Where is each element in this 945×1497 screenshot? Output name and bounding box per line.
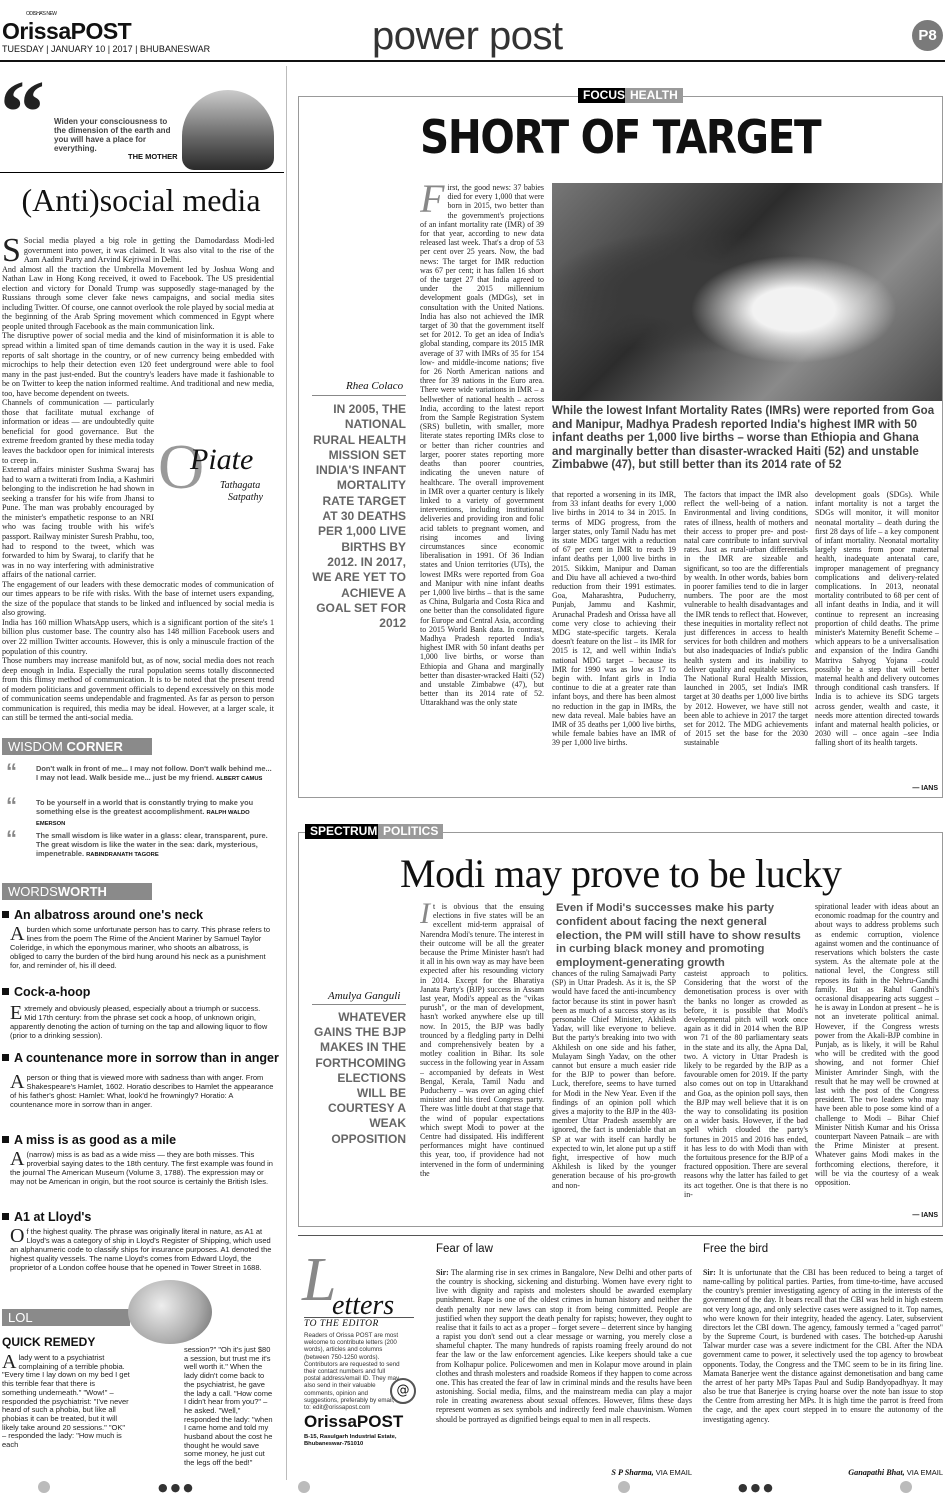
dropcap: E [10,1002,23,1024]
wisdom-title-a: WISDOM [8,739,67,754]
pull-quote: WHATEVER GAINS THE BJP MAKES IN THE FORTHCOMING ELECTIONS WILL BE COURTESY A WEAK OPPOSITION [313,1010,406,1146]
dropcap: A [10,923,25,945]
phrase-text: (narrow) miss is as bad as a wide miss — they are both misses. This proverbial saying dates to the 18th century. The first example was found in the journal The American Museum (Volume 3, 1788). The expression may or may not be American in origin, but the root source is certainly the British Isles. [10,1150,273,1186]
salutation: Sir: [703,1268,716,1277]
phrase-heading: A miss is as good as a mile [2,1133,282,1147]
editorial-p8: Those numbers may increase manifold but, as of now, social media does not reach deep enough in India. Especially the rural population seems totally disconnected from this flimsy method of communication. It is to be noted that the present trend of modern politicians and government officials to depend excessively on this mode of communication seems undependable and fragmented. As far as person to person communication is required, this media may be ideal. However, at a larger scale, it can still be termed the anti-social media. [2,656,274,723]
wordsworth-header [2,883,152,900]
signature-name: Ganapathi Bhat, [848,1468,905,1477]
phrase-body [10,1148,274,1187]
mother-child-photo [552,183,942,401]
letters-logo-l: L [302,1246,337,1314]
masthead-rule [0,60,945,62]
focus-column-2: that reported a worsening in its IMR, from 33 infant deaths for every 1,000 live births in 2014 to 34 in 2015. In terms of MDG progress, from the larger states, only Tamil Nadu has met its state MDG target with a reduction of 67 per cent in IMR to reach 19 infant deaths per 1,000 live births in 2015. Sikkim, Manipur and Daman and Diu have all achieved a two-third reduction from their 1991 estimates. Goa, Maharashtra, Puducherry, Punjab, Jammu and Kashmir, Arunachal Pradesh and Orissa have all come very close to achieving their MDG state-specific targets. Kerala doesn't feature on the list – its IMR for 2015 is 12, and well within India's national MDG target – because its IMR for 1990 was as low as 17 to begin with. Infant girls in India continue to die at a greater rate than infant boys, and there has been almost no reduction in the gap in IMRs, the new data reveal. Male babies have an IMR of 35 deaths per 1,000 live births, while female babies have an IMR of 39 per 1,000 live births. [552,490,676,748]
joke-title: QUICK REMEDY [2,1335,96,1349]
editorial-p3: The disruptive power of social media and the kind of misinformation it is able to spread within a limited span of time demands caution in the way it is used. Fake reports of salt shortage in the country, or of new currency being embedded with microchips to help their detection even 120 feet underground were able to fool many in the past just-ended. But the country's leaders have made it fashionable to be on Twitter to keep the nation informed realtime. And traditional and new media, too, have become dependent on tweets. [2,331,274,398]
letter-signature [703,1468,943,1477]
phrase-body [10,1225,274,1273]
column-author-last: Satpathy [228,492,263,503]
byline: Rhea Colaco [346,380,404,392]
phrase-text: xtremely and obviously pleased, especially about a triumph or success. Mid 17th century: from the phrase set cock a hoop, of unknown origin, apparently denoting the action of turning on the tap and allowing liquor to flow (prior to a drinking session). [10,1004,268,1040]
phrase-text: burden which some unfortunate person has to carry. This phrase refers to lines from the poem The Rime of the Ancient Mariner by Samuel Taylor Coleridge, in which the eponymous mariner, who shoots an albatross, is obliged to carry the burden of the bird hung around his neck as a punishment for, and reminder of, his ill deed. [10,925,271,970]
quote-icon: “ [6,826,17,851]
phrase-heading: Cock-a-hoop [2,985,282,999]
contribution-note: Readers of Orissa POST are most welcome to contribute letters (200 words), articles and columns (between 750-1250 words). Contributors are requested to send their contact numbers and full postal address/email ID. They may also send in their valuable comments, opinion and suggestions, preferably by email, to: edit@orissapost.com [304,1332,400,1412]
registration-mark [900,1481,912,1493]
column-logo [158,431,268,503]
logo-text: OrissaPOST [2,18,132,44]
page-number-badge: P8 [912,20,943,51]
spectrum-column-3: casteist approach to politics. Considering that the worst of the demonetisation process is over with the banks no longer as crowded as before, it is possible that Modi's developmental pitch will work once again as it did in 2014 when the BJP won 71 of the 80 parliamentary seats in the state and its ally, the Apna Dal, two. A victory in Uttar Pradesh is likely to be regarded by the BJP as a favourable omen for 2019. If the party also comes out on top in Uttarakhand and Goa, as the opinion poll says, then the BJP may well believe that it is on the way to consolidating its position on a wider basis. However, if the bad spell which clouded the party's fortunes in 2015 and 2016 has ended, it has less to do with Modi than with the fortuitous presence for the BJP of a fractured opposition. There are several reasons why the latter has failed to get its act together. One is that there is no in- [684,969,808,1199]
spectrum-column-4: spirational leader with ideas about an economic roadmap for the country and about ways to address problems such as endemic corruption, violence against women and the continuance of reservations which bolsters the caste system. As the alternate pole at the national level, the Congress still reposes its faith in the Nehru-Gandhi family. But as Rahul Gandhi's occasional disappearing acts suggest – he is away in London at present – he is not an inveterate political animal. However, if the Congress wrests power from the Akali-BJP combine in Punjab, as is likely, it will be Rahul who will be credited with the good showing, and not former Chief Minister Amrinder Singh, with the result that he may well be crowned at last with the post of the Congress president. The two leaders who may have been able to pose some kind of a challenge to Modi – Bihar Chief Minister Nitish Kumar and his Orissa counterpart Naveen Patnaik – are with the Prime Minister at present. Whatever gains Modi makes in the forthcoming elections, therefore, it will be via the courtesy of a weak opposition. [815,902,939,1188]
salutation: Sir: [436,1268,449,1277]
joke-text-1: lady went to a psychiatrist complaining of a terrible phobia. "Every time I lay down on my bed I get this terrible fear that there is something underneath." "Wow!" – responded the psychiatrist: "I've never heard of such a phobia, but like all phobias it can be treated, but it will likely take around 20 sessions." "OK" – responded the lady: "How much is each [2,1353,130,1450]
quote-author: THE MOTHER [128,152,178,161]
wisdom-quote-author: ALBERT CAMUS [216,776,263,782]
phrase-heading: A countenance more in sorrow than in anger [2,1051,282,1065]
letter-body [703,1268,943,1424]
wisdom-quote-author: RABINDRANATH TAGORE [86,852,159,858]
wisdom-title-b: CORNER [66,739,123,754]
registration-mark [38,1481,50,1493]
column-logo-o: O [158,431,205,502]
editorial-p5: External affairs minister Sushma Swaraj has had to warn a twitterati from India, a Kashmiri belonging to the indiscretion he had shown in seeking a transfer for his wife from Jhansi to Pune. The man was probably encouraged by the minister's empathetic response to an NRI who was facing trouble with his wife's passport. Railway minister Suresh Prabhu, too, had to respond to the tweet, which was forwarded to him by Swaraj, to clarify that he was in no way interfering with administrative affairs of the national carrier. [2,465,154,580]
dropcap: A [2,1351,17,1373]
letter-text: The alarming rise in sex crimes in Bangalore, New Delhi and other parts of the country is shocking, sickening and disturbing. Women have every right to live with dignity and rapists and molesters should be awarded exemplary punishment. Rape is one of the oldest crimes in human history and neither the death penalty nor new laws can stop it from being committed. People are justified when they support the death penalty for rapists; however, they ought to realise that it fails to act as a proper – forget severe – deterrent since by hanging a rapist you don't send out a clear message or warning, you merely close a shameful chapter. The many hundreds of rapists roaming freely around do not fear the law or the law enforcement agencies. Like keepers should take a cue from Kolhapur police. Policewomen and men in Kolapur move around in plain clothes and thrash molesters and roadside Romeos if they happen to come across one. This has created the fear of law in criminal minds and the results have been astonishing. Social media, films, and the mainstream media can play a major role in creating awareness about sexual offences. However, films these days represent women as sex symbols and indirectly feed male chauvinism. Women should be portrayed as dignified beings equal to men in all respects. [436,1268,692,1424]
wisdom-quote-text: To be yourself in a world that is constantly trying to make you something else is the greatest accomplishment. [36,798,254,816]
editorial-p7: India has 160 million WhatsApp users, which is a significant portion of the site's 1 billion plus customer base. The country also has 148 million Facebook users and over 22 million Twitter accounts. However, this is only a minuscule fraction of the population of this country. [2,617,274,656]
words-title-a: WORDS [8,884,58,899]
spectrum-col1-text: t is obvious that the ensuing elections in five states will be an excellent mid-term appraisal of Narendra Modi's tenure. The interest in their outcome will be all the greater because the Prime Minister hasn't had it all in his own way as may have been expected after his resounding victory in 2014. Except for the Bharatiya Janata Party's (BJP) success in Assam last year, Modi's appeal as the "vikas purush", or the man of development, hasn't worked anywhere else up till now. In 2015, the BJP was badly trounced by a fledgling party in Delhi and comprehensively beaten by a motley coalition in Bihar. Its sole success in the following year in Assam – accompanied by defeats in West Bengal, Kerala, Tamil Nadu and Puducherry – was over an aging chief minister and his tired Congress party. There was little doubt at that stage that the wind of popular expectations which swept Modi to power at the Centre had dissipated. His indifferent performances might have continued this year, too, if providence had not intervened in the form of undermining the [420,902,544,1178]
editorial-title: (Anti)social media [21,182,261,218]
column-logo-word: Piate [190,443,254,476]
phrase-text: person or thing that is viewed more with sadness than with anger. From Shakespeare's Hamlet, 1602. Horatio describes to Hamlet the appearance of his father's ghost: Hamlet: What, look'd he frowningly? Horatio: A countenance more in sorrow than in anger. [10,1073,274,1109]
spectrum-column-2: chances of the ruling Samajwadi Party (SP) in Uttar Pradesh. As it is, the SP would have faced the anti-incumbency factor because its stint in power hasn't been as much of a success story as its personable Chief Minister, Akhilesh Yadav, will like everyone to believe. But the party's breaking into two with Akhilesh on one side and his father, Mulayam Singh Yadav, on the other cannot but ensure a much easier ride for the BJP to power than before. Luck, therefore, seems to have turned for Modi in the New Year. Even if the findings of an opinion poll which gives a majority to the BJP in the 403-member Uttar Pradesh assembly are ignored, the fact is undeniable that an SP at war with itself can hardly be expected to win, let alone put up a stiff fight, irrespective of how much Akhilesh is liked by the younger generation because of his pro-growth and non- [552,969,676,1190]
registration-dots: ●●● [738,1481,776,1494]
dropcap: I [420,902,430,930]
standfirst: Even if Modi's successes make his party confident about facing the next general election, the PM will still have to show results in curbing black money and promoting employment-generating growth [556,902,801,970]
wisdom-quote-text: Don't walk in front of me... I may not follow. Don't walk behind me... I may not lead. Walk beside me... just be my friend. [36,764,272,782]
registration-mark [618,1481,630,1493]
focus-column-1 [420,183,544,793]
wisdom-quote-text: The small wisdom is like water in a glass: clear, transparent, pure. The great wisdom is like the water in the sea: dark, mysterious, impenetrable. [36,831,268,858]
spectrum-column-1 [420,902,544,1224]
dateline: TUESDAY | JANUARY 10 | 2017 | BHUBANESWAR [2,44,211,54]
letters-logo-word: etters [332,1290,395,1321]
quote-text: Widen your consciousness to the dimension of the earth and you will have a place for everything. [54,117,171,153]
focus-title: SHORT OF TARGET [420,110,821,164]
signature-place: VIA EMAIL [904,1468,943,1477]
letter-heading: Free the bird [703,1243,769,1255]
joke-part-2: session?" "Oh it's just $80 a session, but trust me it's well worth it." When the lady didn't come back to the psychiatrist, he gave the lady a call. "How come I didn't hear from you?" – he asked. "Well," responded the lady: "when I came home and told my husband about the cost he thought he would save some money, he just cut the legs off the bed!" [184,1345,273,1468]
focus-column-4: development goals (SDGs). While infant mortality is not a target the SDGs will monitor, it will monitor neonatal mortality – death during the first 28 days of life – a key component of infant mortality. Neonatal mortality largely stems from poor maternal health, inadequate antenatal care, improper management of pregnancy complications and delivery-related complications. In 2013, neonatal mortality contributed to 68 per cent of all infant deaths in India, and it will continue to represent an increasing proportion of child deaths. The prime minister's Maternity Benefit Scheme –which appears to be a universalisation and expansion of the Indira Gandhi Matritva Sahyog Yojana –could possibly be a step that will better maternal health and delivery outcomes through conditional cash transfers. If India is to achieve its SDG targets across gender, wealth and caste, it needs more attention directed towards infant and maternal health policies, or 2030 will – once again –see India falling short of its health targets. [815,490,939,748]
spectrum-title: Modi may prove to be lucky [400,851,842,896]
signature-place: VIA EMAIL [653,1468,692,1477]
logo-tag: ODISHA'S NEW [26,11,57,17]
dropcap: O [10,1225,25,1247]
wisdom-quote [6,759,272,784]
byline: Amulya Ganguli [328,990,401,1002]
column-author-first: Tathagata [220,480,261,491]
letters-paper-logo: OrissaPOST [304,1412,404,1431]
phrase-heading: An albatross around one's neck [2,908,282,922]
focus-tag: FOCUS [578,88,630,103]
dropcap: F [420,183,445,221]
letter-signature [436,1468,692,1477]
letters-rule [298,1235,943,1236]
email-icon: @ [390,1378,416,1404]
editorial-p6: The engagement of our leaders with these democratic modes of communication of our times appears to be rife with risks. With the base of internet users expanding, the size of the populace that stands to be linked and influenced by social media is also growing. [2,579,274,618]
letter-body [436,1268,692,1424]
pull-quote: IN 2005, THE NATIONAL RURAL HEALTH MISSION SET INDIA'S INFANT MORTALITY RATE TARGET AT 30 DEATHS PER 1,000 LIVE BIRTHS BY 2012. IN 2017, WE ARE YET TO ACHIEVE A GOAL SET FOR 2012 [312,402,406,631]
letter-heading: Fear of law [436,1243,493,1255]
health-tag: HEALTH [625,88,683,103]
masthead-logo [2,11,132,45]
phrase-text: f the highest quality. The phrase was originally literal in nature, as A1 at Lloyd's was a category of ship in Lloyd's Register of Shipping, which used an alphanumeric code to classify ships for insurance purposes. A1 denoted the highest quality vessels. The name Lloyd's comes from Edward Lloyd, the proprietor of a London coffee house that he opened in Tower Street in 1688. [10,1227,272,1272]
wisdom-quote [6,826,272,860]
dropcap: A [10,1071,25,1093]
signature-name: S P Sharma, [611,1468,654,1477]
phrase-body [10,923,274,971]
laughing-smiley-icon [128,1280,212,1344]
wisdom-quote [6,793,272,829]
photo-caption: While the lowest Infant Mortality Rates (IMRs) were reported from Goa and Manipur, Madhya Pradesh reported India's highest IMR with 50 infant deaths per 1,000 live births – worse than Ethiopia and Ghana and marginally better than disaster-wracked Haiti (52) and unstable Zimbabwe (47), but still better than its 2014 rate of 52 [552,405,935,471]
quote-icon: “ [6,793,17,818]
lol-header: LOL [2,1309,130,1326]
divider [0,172,284,173]
editorial-p1: Social media played a big role in getting the Damodardass Modi-led government into power, it was claimed. It was also vital to the rise of the Aam Aadmi Party and Arvind Kejriwal in Delhi. [23,236,274,265]
quote-mark-icon: “ [0,63,45,162]
spectrum-tag: SPECTRUM [305,824,382,839]
letters-subtitle: TO THE EDITOR [304,1317,414,1329]
author-portrait [182,90,274,170]
joke-part-1 [2,1351,130,1450]
byline-rule [312,1004,406,1005]
phrase-body [10,1002,274,1041]
focus-col1-text: irst, the good news: 37 babies died for every 1,000 that were born in 2015, two better than the government's projections of an infant mortality rate (IMR) of 39 for that year, according to new data released last week. That's a drop of 53 per cent over 25 years. Now, the bad news: The target for IMR reduction was 67 per cent; it has fallen 16 short of the target 27 that India agreed to under the 2015 millennium development goals (MDGs), set in consultation with the United Nations. India has also not achieved the IMR target of 30 that the government itself set for 2012. To get an idea of India's global standing, compare its 2015 IMR average of 37 with IMRs of 35 for 154 low- and middle-income nations; five for 26 North American nations and three for 39 nations in the Euro area. There were wide variations in IMR – a bellwether of national health – across India, according to the latest report from the Sample Registration System (SRS) bulletin, with smaller, more literate states reporting IMRs close to or better than richer countries and larger, poorer states reporting more deaths than poorer countries, indicating the uneven nature of healthcare. The overall improvement in IMR over a quarter century is likely linked to a variety of government interventions, including institutional deliveries and providing iron and folic acid tablets to pregnant women, and rising incomes and living circumstances since economic liberalisation in 1991. Of 36 Indian states and Union territories (UTs), the lowest IMRs were reported from Goa and Manipur with nine infant deaths per 1,000 live births – that is the same as China, Bulgaria and Costa Rica and one better than the consolidated figure for Europe and Central Asia, according to 2015 World Bank data. In contrast, Madhya Pradesh reported India's highest IMR with 50 infant deaths per 1,000 live births, or worse than Ethiopia and Ghana and marginally better than disaster-wracked Haiti (52) and unstable Zimbabwe (47), but better than its 2014 rate of 52. Uttarakhand was the only state [420,183,544,708]
dropcap: A [10,1148,25,1170]
byline-rule [312,395,406,396]
letters-address: B-15, Rasulgarh Industrial Estate, Bhubaneswar-751010 [304,1434,397,1447]
phrase-heading: A1 at Lloyd's [2,1210,282,1224]
focus-column-3: The factors that impact the IMR also reflect the well-being of a nation. Environmental and living conditions, rates of illness, health of mothers and their access to proper pre- and post-natal care contribute to infant survival rates. Just as rural-urban differentials in the IMR are sizeable and significant, so too are the differentials by wealth. In other words, babies born in poorer families tend to die in larger numbers. The poor are the most vulnerable to health disadvantages and the IMR tends to reflect that. However, these inequities in mortality reflect not just differences in access to health services for both children and mothers but also inadequacies of India's public health system and its inability to deliver quality and equitable services. The National Rural Health Mission, launched in 2005, set India's IMR target at 30 deaths per 1,000 live births by 2012. However, we have still not been able to achieve in 2017 the target set for 2012. The MDG achievements of 2015 set the base for the 2030 sustainable [684,490,808,748]
registration-mark [298,1481,310,1493]
editorial-p4: Channels of communication — particularly those that facilitate mutual exchange of information or ideas — are undoubtedly quite beneficial for good governance. But the extreme freedom granted by these media today leaves the backdoor open for inimical interests to creep in. [2,398,154,465]
wisdom-quote-author: RALPH WALDO EMERSON [36,810,250,827]
credit: — IANS [912,785,938,792]
phrase-body [10,1071,274,1110]
quote-icon: “ [6,759,17,784]
editorial-p2: And almost all the traction the Umbrella Movement led by Joshua Wong and Nathan Law in Hong Kong received, it owed to Facebook. The US presidential election and victory for Donald Trump was supposedly stage-managed by the Russians through some clever fake news campaigns, and social media sites including Twitter. Of course, one cannot overlook the role played by social media at the beginning of the Arab Spring movement which commenced in Egypt where people united through Facebook as the main communication link. [2,264,274,331]
credit: — IANS [912,1212,938,1219]
registration-dots: ●●● [158,1481,196,1494]
politics-tag: POLITICS [378,824,443,839]
letter-text: It is unfortunate that the CBI has been reduced to being a target of name-calling by political parties. Parties, from time-to-time, have accused the country's premier investigating agency of acting in the interests of the government of the day. It bears recall that the CBI was held in high esteem not very long ago, and only selective cases were assigned to it. Top names, who were known for their integrity, headed the agency. Later, subservient directors let the CBI down. The agency, famously termed a "caged parrot" by the Supreme Court, is burdened with cases. The botched-up Aarushi Talwar murder case was a severe indictment for the CBI. After the NDA government came to power, it selectively used the top agency to browbeat opponents. Today, the Congress and the TMC seem to be in its firing line. Mamata Banerjee went the distance against demonetisation and bang came the arrest of her party MPs Tapas Paul and Sudip Bandyopadhyay. It may also be true that Banerjee is crying hoarse over the note ban issue to stop the Centre from arresting her MPs. It is high time the parrot is freed from the cage, and the apex court stepped in to ensure the autonomy of the investigating agency. [703,1268,943,1424]
dropcap: S [2,232,21,269]
column-divider [286,66,287,1480]
wisdom-header [2,738,152,755]
page-name: power post [372,14,563,58]
words-title-b: WORTH [57,884,107,899]
